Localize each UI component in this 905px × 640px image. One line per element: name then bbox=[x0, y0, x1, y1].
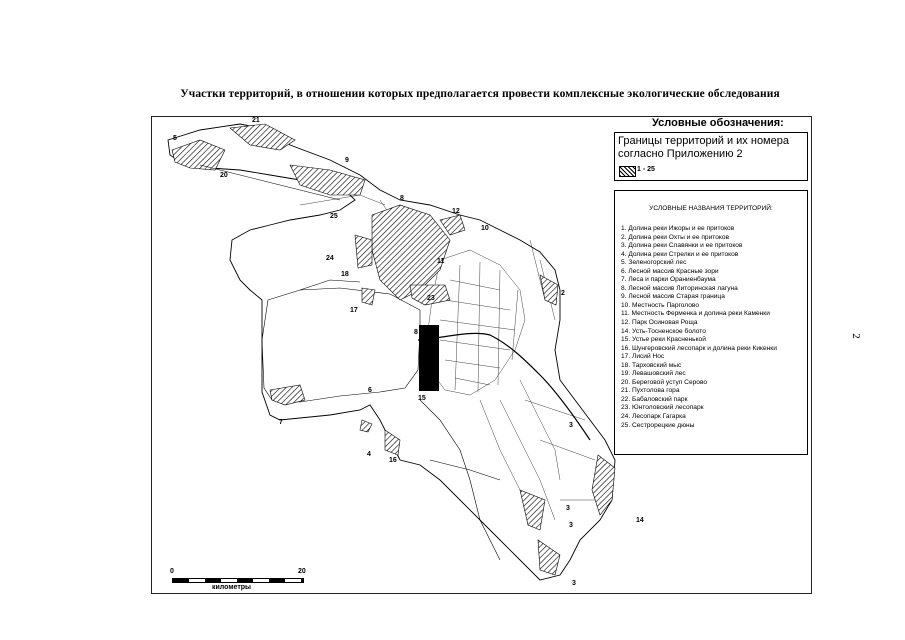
map-label-3a: 3 bbox=[569, 422, 573, 429]
map-label-14: 14 bbox=[636, 517, 644, 524]
map-label-2: 2 bbox=[561, 290, 565, 297]
legend-header: Условные обозначения: bbox=[652, 117, 784, 129]
map-label-7: 7 bbox=[279, 419, 283, 426]
map-label-8b: 8 bbox=[414, 329, 418, 336]
page-title: Участки территорий, в отношении которых предполагается провести комплексные экологические обследования bbox=[180, 88, 780, 100]
scale-unit: километры bbox=[212, 584, 252, 591]
coastline-gulf bbox=[262, 288, 420, 402]
map-label-25: 25 bbox=[330, 213, 338, 220]
hatch-swatch-label: 1 - 25 bbox=[637, 166, 655, 173]
list-item: 7. Леса и парки Ораниенбаума bbox=[621, 276, 716, 284]
list-item: 21. Пухтолова гора bbox=[621, 387, 680, 395]
list-item: 2. Долина реки Охты и ее притоков bbox=[621, 233, 730, 241]
map-label-4: 4 bbox=[367, 451, 371, 458]
map-label-16: 16 bbox=[389, 457, 397, 464]
list-item: 23. Юнтоловский лесопарк bbox=[621, 404, 704, 412]
territory-names-header: УСЛОВНЫЕ НАЗВАНИЯ ТЕРРИТОРИЙ: bbox=[649, 205, 773, 212]
map-label-23: 23 bbox=[427, 295, 435, 302]
map-label-3c: 3 bbox=[569, 522, 573, 529]
scale-max: 20 bbox=[298, 568, 306, 575]
territory-names-box bbox=[614, 190, 808, 455]
list-item: 17. Лисий Нос bbox=[621, 353, 665, 361]
map-label-15: 15 bbox=[418, 395, 426, 402]
list-item: 5. Зеленогорский лес bbox=[621, 259, 687, 267]
scale-bar-graphic bbox=[172, 578, 304, 583]
list-item: 25. Сестрорецкие дюны bbox=[621, 421, 695, 429]
list-item: 11. Местность Ферменка и долина реки Каменки bbox=[621, 310, 770, 318]
list-item: 20. Береговой уступ Серово bbox=[621, 378, 708, 386]
map-label-8: 8 bbox=[400, 195, 404, 202]
map-label-3b: 3 bbox=[566, 505, 570, 512]
list-item: 24. Лесопарк Гагарка bbox=[621, 413, 686, 421]
scale-zero: 0 bbox=[170, 568, 174, 575]
map-label-6: 6 bbox=[368, 387, 372, 394]
list-item: 14. Усть-Тосненское болото bbox=[621, 327, 706, 335]
list-item: 1. Долина реки Ижоры и ее притоков bbox=[621, 225, 735, 232]
blacked-area bbox=[419, 325, 439, 391]
map-label-21: 21 bbox=[252, 117, 260, 124]
list-item: 4. Долина реки Стрелки и ее притоков bbox=[621, 250, 739, 258]
list-item: 3. Долина реки Славянки и ее притоков bbox=[621, 242, 743, 250]
map-label-24: 24 bbox=[326, 255, 334, 262]
map-label-17: 17 bbox=[350, 307, 358, 314]
list-item: 18. Тарховский мыс bbox=[621, 361, 682, 369]
page-number: 2 bbox=[849, 333, 862, 339]
hatch-swatch bbox=[619, 166, 636, 177]
map-label-20: 20 bbox=[220, 172, 228, 179]
map-label-10: 10 bbox=[481, 225, 489, 232]
map-label-9: 9 bbox=[345, 157, 349, 164]
territory-names-list bbox=[621, 225, 777, 430]
map-label-3d: 3 bbox=[572, 580, 576, 587]
map-label-12: 12 bbox=[452, 208, 460, 215]
list-item: 12. Парк Осиновая Роща bbox=[621, 319, 698, 327]
legend-boundaries-text: Границы территорий и их номера согласно Приложению 2 bbox=[618, 135, 789, 160]
list-item: 6. Лесной массив Красные зори bbox=[621, 267, 719, 275]
list-item: 19. Левашовский лес bbox=[621, 370, 686, 378]
list-item: 10. Местность Парголово bbox=[621, 301, 699, 309]
map-label-5: 5 bbox=[173, 135, 177, 142]
list-item: 8. Лесной массив Литоринская лагуна bbox=[621, 284, 738, 292]
map-label-18: 18 bbox=[341, 271, 349, 278]
map-label-11: 11 bbox=[437, 258, 445, 265]
list-item: 22. Бабаловский парк bbox=[621, 395, 688, 403]
list-item: 15. Устье реки Красненькой bbox=[621, 336, 706, 344]
list-item: 9. Лесной массив Старая граница bbox=[621, 293, 725, 301]
legend-boundaries-box bbox=[614, 132, 808, 181]
list-item: 16. Шунгеровский лесопарк и долина реки Кикенки bbox=[621, 344, 777, 352]
